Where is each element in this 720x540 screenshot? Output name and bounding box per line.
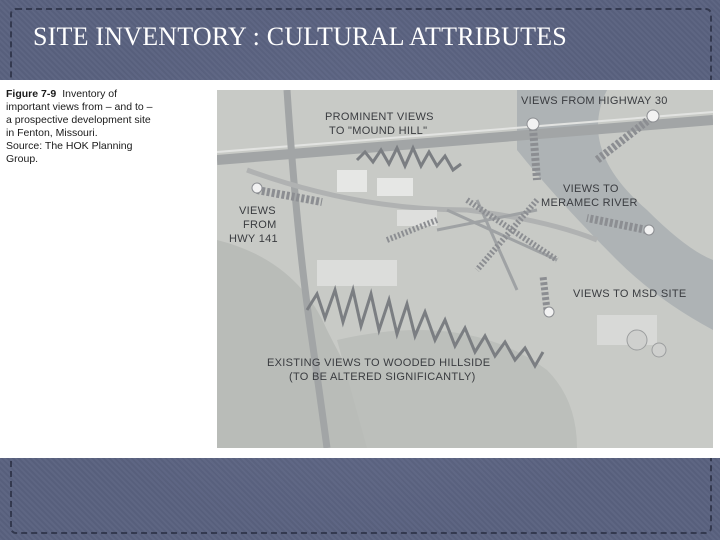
figure-label: Figure 7-9 bbox=[6, 88, 57, 100]
label-from: FROM bbox=[243, 219, 277, 231]
caption-line-4: in Fenton, Missouri. bbox=[6, 127, 98, 139]
label-altered-significantly: (TO BE ALTERED SIGNIFICANTLY) bbox=[289, 371, 476, 383]
label-views: VIEWS bbox=[239, 205, 276, 217]
caption-line-3: a prospective development site bbox=[6, 114, 151, 126]
label-views-from-highway-30: VIEWS FROM HIGHWAY 30 bbox=[521, 95, 668, 107]
label-meramec-river: MERAMEC RIVER bbox=[541, 197, 638, 209]
caption-line-2: important views from – and to – bbox=[6, 101, 153, 113]
label-mound-hill: TO "MOUND HILL" bbox=[329, 125, 428, 137]
site-view-map bbox=[217, 90, 713, 448]
caption-text-1: Inventory of bbox=[62, 88, 118, 100]
label-prominent-views: PROMINENT VIEWS bbox=[325, 111, 434, 123]
building bbox=[397, 210, 437, 226]
label-views-to-msd-site: VIEWS TO MSD SITE bbox=[573, 288, 687, 300]
slide-title: SITE INVENTORY : CULTURAL ATTRIBUTES bbox=[33, 22, 567, 51]
caption-line-5: Source: The HOK Planning bbox=[6, 140, 133, 152]
viewpoint-marker bbox=[252, 183, 262, 193]
figure-caption bbox=[6, 88, 210, 166]
label-views-to: VIEWS TO bbox=[563, 183, 619, 195]
caption-line-6: Group. bbox=[6, 153, 39, 165]
building bbox=[377, 178, 413, 196]
label-wooded-hillside: EXISTING VIEWS TO WOODED HILLSIDE bbox=[267, 357, 491, 369]
building bbox=[317, 260, 397, 286]
caption-line-1 bbox=[6, 88, 210, 101]
building bbox=[337, 170, 367, 192]
label-hwy-141: HWY 141 bbox=[229, 233, 278, 245]
map-svg bbox=[217, 90, 713, 448]
